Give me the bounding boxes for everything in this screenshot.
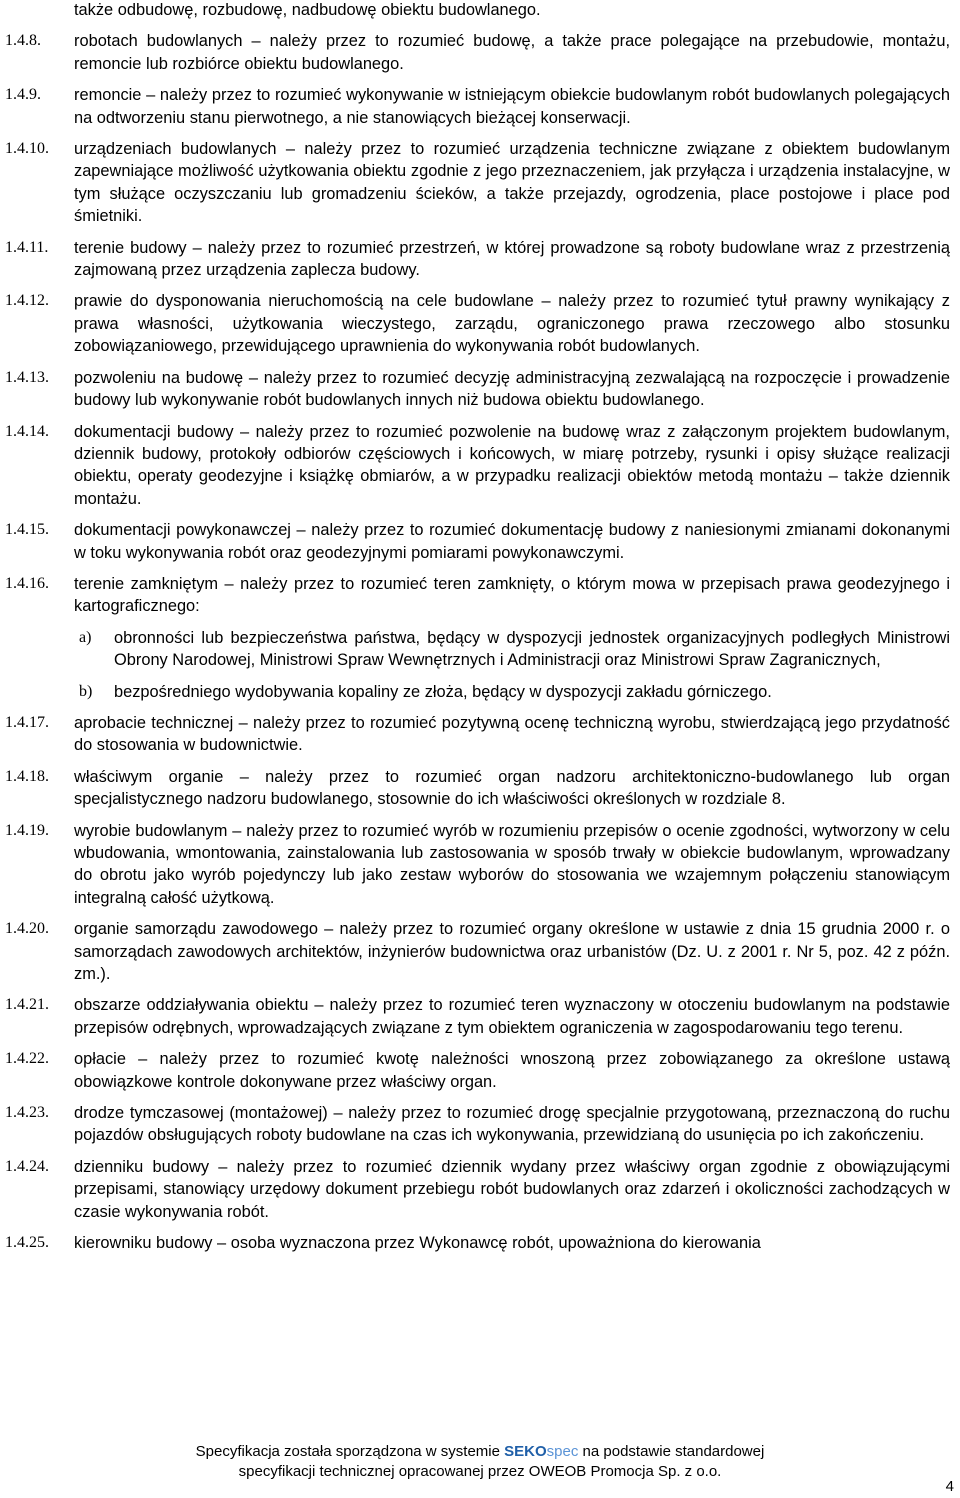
entry-text: dzienniku budowy – należy przez to rozumieć dziennik wydany przez właściwy organ zgodnie z obowiązującymi przepisami, stanowiący urzędowy dokument przebiegu robót budowlanych oraz zdarzeń i okoliczności zachodzących w czasie wykonywania robót. — [74, 1157, 950, 1221]
entry-text: urządzeniach budowlanych – należy przez to rozumieć urządzenia techniczne związane z obiektem budowlanym zapewniające możliwość użytkowania obiektu zgodnie z jego przeznaczeniem, jak przyłącza i urządzenia instalacyjne, w tym służące oczyszczaniu lub gromadzeniu ścieków, a także przejazdy, ogrodzenia, place postojowe i place pod śmietniki. — [74, 140, 950, 226]
entry-number: 1.4.15. — [5, 521, 49, 539]
definition-entry — [0, 30, 960, 75]
entry-number: 1.4.18. — [5, 767, 49, 785]
entry-number: 1.4.24. — [5, 1157, 49, 1175]
definition-entry — [0, 918, 960, 985]
entry-subitem — [74, 681, 950, 703]
definition-entry — [0, 367, 960, 412]
definition-entry — [0, 290, 960, 357]
entry-text: terenie zamkniętym – należy przez to rozumieć teren zamknięty, o którym mowa w przepisach prawa geodezyjnego i kartograficznego: — [74, 574, 950, 616]
definition-entry — [0, 1156, 960, 1223]
entry-text: organie samorządu zawodowego – należy przez to rozumieć organy określone w ustawie z dnia 15 grudnia 2000 r. o samorządach zawodowych architektów, inżynierów budownictwa oraz urbanistów (Dz. U. z 2001 r. Nr 5, poz. 42 z późn. zm.). — [74, 920, 950, 984]
entry-text: wyrobie budowlanym – należy przez to rozumieć wyrób w rozumieniu przepisów o ocenie zgodności, wytworzony w celu wbudowania, wmontowania, zainstalowania lub zastosowania w sposób trwały w obiekcie budowlanym, wprowadzany do obrotu jako wyrób pojedynczy lub jako zestaw wyborów do stosowania we wzajemnym połączeniu stanowiącym integralną całość użytkową. — [74, 821, 950, 907]
definition-entry — [0, 1048, 960, 1093]
entry-number: 1.4.19. — [5, 821, 49, 839]
definition-entry — [0, 573, 960, 703]
definition-entry — [0, 1102, 960, 1147]
definitions-list — [0, 30, 960, 1254]
continuation-text: także odbudowę, rozbudowę, nadbudowę obiektu budowlanego. — [74, 1, 541, 19]
definition-entry — [0, 712, 960, 757]
entry-number: 1.4.17. — [5, 713, 49, 731]
definition-entry — [0, 820, 960, 910]
definition-entry — [0, 421, 960, 511]
entry-number: 1.4.14. — [5, 422, 49, 440]
subitem-letter: a) — [79, 628, 92, 646]
entry-text: dokumentacji powykonawczej – należy przez to rozumieć dokumentację budowy z naniesionymi zmianami dokonanymi w toku wykonywania robót oraz geodezyjnymi pomiarami powykonawczymi. — [74, 521, 950, 562]
entry-number: 1.4.21. — [5, 996, 49, 1014]
entry-number: 1.4.9. — [5, 86, 41, 104]
entry-number: 1.4.20. — [5, 920, 49, 938]
entry-number: 1.4.25. — [5, 1234, 49, 1252]
entry-number: 1.4.10. — [5, 140, 49, 158]
entry-number: 1.4.23. — [5, 1104, 49, 1122]
subitem-text: bezpośredniego wydobywania kopaliny ze złoża, będący w dyspozycji zakładu górniczego. — [114, 682, 772, 701]
entry-number: 1.4.13. — [5, 368, 49, 386]
entry-text: kierowniku budowy – osoba wyznaczona przez Wykonawcę robót, upoważniona do kierowania — [74, 1234, 761, 1253]
footer-line-2: specyfikacji technicznej opracowanej przez OWEOB Promocja Sp. z o.o. — [238, 1463, 722, 1480]
definition-entry — [0, 519, 960, 564]
definition-entry — [0, 84, 960, 129]
footer-suffix: na podstawie standardowej — [578, 1443, 765, 1460]
entry-text: terenie budowy – należy przez to rozumieć przestrzeń, w której prowadzone są roboty budowlane wraz z przestrzenią zajmowaną przez urządzenia zaplecza budowy. — [74, 238, 950, 280]
sekospec-logo-seko: SEKO — [504, 1443, 547, 1460]
definition-entry — [0, 994, 960, 1039]
entry-text: aprobacie technicznej – należy przez to rozumieć pozytywną ocenę techniczną wyrobu, stwierdzającą jego przydatność do stosowania w budownictwie. — [74, 713, 950, 755]
entry-subitem — [74, 627, 950, 672]
entry-text: pozwoleniu na budowę – należy przez to rozumieć decyzję administracyjną zezwalającą na rozpoczęcie i prowadzenie budowy lub wykonywanie robót budowlanych innych niż budowa obiektu budowlanego. — [74, 368, 950, 410]
entry-number: 1.4.8. — [5, 32, 41, 50]
subitem-text: obronności lub bezpieczeństwa państwa, będący w dyspozycji jednostek organizacyjnych podległych Ministrowi Obrony Narodowej, Ministrowi Spraw Wewnętrznych i Administracji oraz Ministrowi Spraw Zagranicznych, — [114, 628, 950, 670]
definition-entry — [0, 237, 960, 282]
entry-number: 1.4.12. — [5, 292, 49, 310]
definition-entry — [0, 766, 960, 811]
entry-text: dokumentacji budowy – należy przez to rozumieć pozwolenie na budowę wraz z załączonym projektem budowlanym, dziennik budowy, protokoły odbiorów częściowych i końcowych, w miarę potrzeby, rysunki i opisy służące realizacji obiektu, operaty geodezyjne i książkę obmiarów, a w przypadku realizacji obiektów metodą montażu – także dziennik montażu. — [74, 422, 950, 508]
entry-text: drodze tymczasowej (montażowej) – należy przez to rozumieć drogę specjalnie przygotowaną, przeznaczoną do ruchu pojazdów obsługujących roboty budowlane na czas ich wykonywania, przewidzianą do usunięcia po ich zakończeniu. — [74, 1104, 950, 1145]
definition-entry — [0, 138, 960, 228]
entry-number: 1.4.22. — [5, 1050, 49, 1068]
entry-text: opłacie – należy przez to rozumieć kwotę należności wnoszoną przez zobowiązanego za określone ustawą obowiązkowe kontrole dokonywane przez właściwy organ. — [74, 1050, 950, 1091]
entry-text: właściwym organie – należy przez to rozumieć organ nadzoru architektoniczno-budowlanego lub organ specjalistycznego nadzoru budowlanego, stosownie do ich właściwości określonych w rozdziale 8. — [74, 767, 950, 809]
entry-number: 1.4.11. — [5, 238, 49, 256]
entry-text: obszarze oddziaływania obiektu – należy przez to rozumieć teren wyznaczony w otoczeniu budowlanym na podstawie przepisów odrębnych, wprowadzających związane z tym obiektem ograniczenia w zagospodarowaniu tego terenu. — [74, 996, 950, 1037]
page-footer — [0, 1442, 960, 1482]
subitem-letter: b) — [79, 682, 93, 700]
entry-text: remoncie – należy przez to rozumieć wykonywanie w istniejącym obiekcie budowlanym robót budowlanych polegających na odtworzeniu stanu pierwotnego, a nie stanowiących bieżącej konserwacji. — [74, 86, 950, 127]
page-number: 4 — [945, 1478, 954, 1495]
footer-prefix: Specyfikacja została sporządzona w systemie — [195, 1443, 505, 1460]
entry-text: prawie do dysponowania nieruchomością na cele budowlane – należy przez to rozumieć tytuł prawny wynikający z prawa własności, użytkowania wieczystego, zarządu, ograniczonego prawa rzeczowego albo stosunku zobowiązaniowego, przewidującego uprawnienia do wykonywania robót budowlanych. — [74, 292, 950, 356]
footer-line-1 — [0, 1442, 960, 1462]
entry-text: robotach budowlanych – należy przez to rozumieć budowę, a także prace polegające na przebudowie, montażu, remoncie lub rozbiórce obiektu budowlanego. — [74, 32, 950, 73]
entry-number: 1.4.16. — [5, 574, 49, 592]
definition-entry — [0, 1232, 960, 1254]
sekospec-logo-spec: spec — [546, 1443, 579, 1460]
